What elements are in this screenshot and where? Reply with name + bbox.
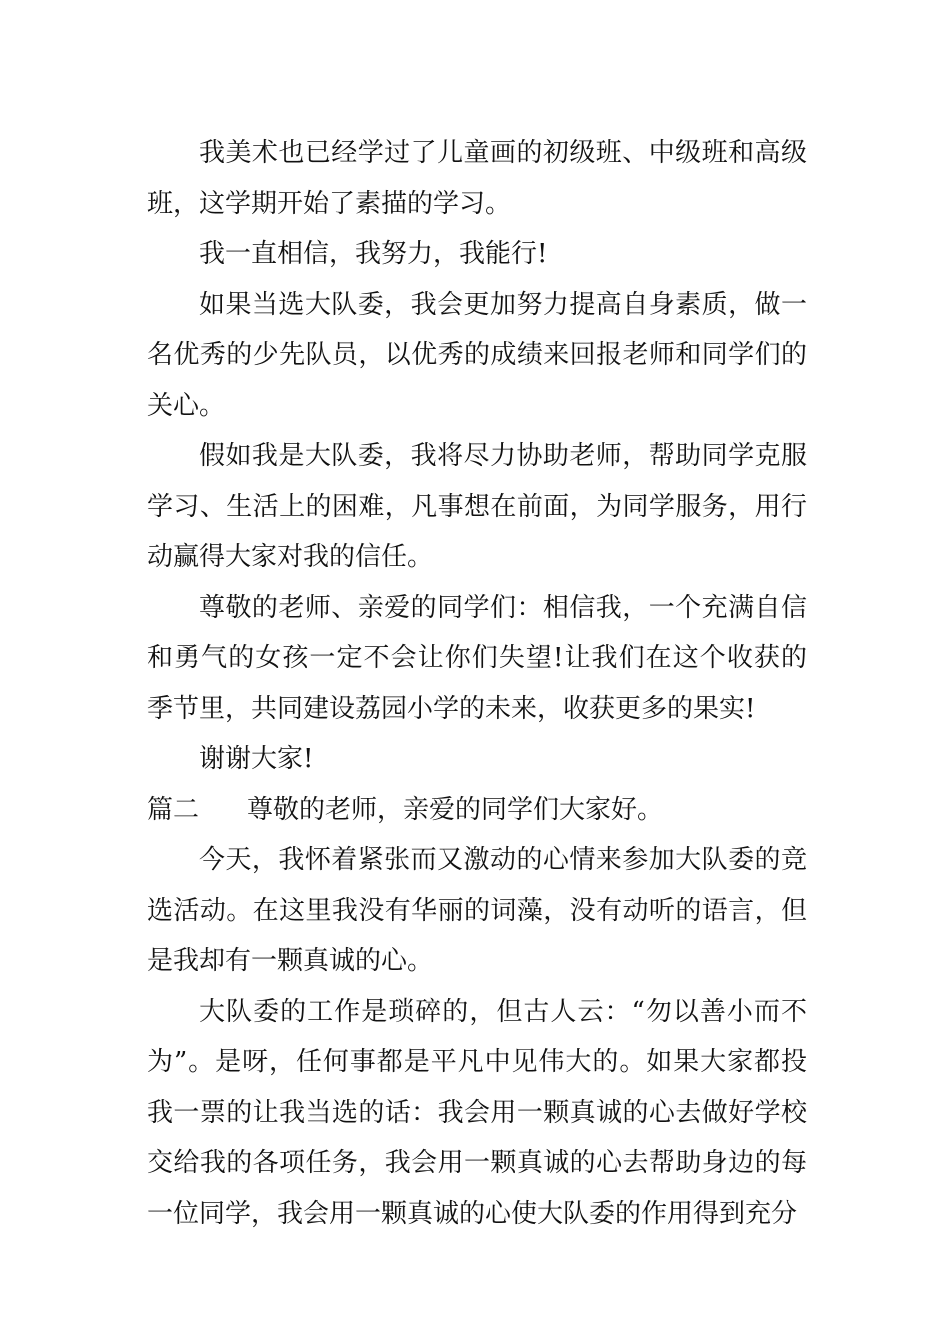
document-body — [147, 128, 807, 1239]
section-heading — [147, 785, 807, 836]
paragraph-if-i-were: 假如我是大队委，我将尽力协助老师，帮助同学克服学习、生活上的困难，凡事想在前面，为同学服务，用行动赢得大家对我的信任。 — [147, 441, 807, 572]
section-title: 尊敬的老师，亲爱的同学们大家好。 — [247, 794, 664, 825]
paragraph-if-elected: 如果当选大队委，我会更加努力提高自身素质，做一名优秀的少先队员，以优秀的成绩来回报老师和同学们的关心。 — [147, 289, 807, 421]
paragraph-art-study: 我美术也已经学过了儿童画的初级班、中级班和高级班，这学期开始了素描的学习。 — [147, 138, 807, 219]
paragraph-duties: 大队委的工作是琐碎的，但古人云：“勿以善小而不为”。是呀，任何事都是平凡中见伟大的。如果大家都投我一票的让我当选的话：我会用一颗真诚的心去做好学校交给我的各项任务，我会用一颗真诚的心去帮助身边的每一位同学，我会用一颗真诚的心使大队委的作用得到充分 — [147, 996, 807, 1229]
paragraph-today: 今天，我怀着紧张而又激动的心情来参加大队委的竞选活动。在这里我没有华丽的词藻，没有动听的语言，但是我却有一颗真诚的心。 — [147, 845, 807, 976]
paragraph-appeal: 尊敬的老师、亲爱的同学们：相信我，一个充满自信和勇气的女孩一定不会让你们失望!让我们在这个收获的季节里，共同建设荔园小学的未来，收获更多的果实! — [147, 592, 807, 724]
section-label: 篇二 — [147, 794, 200, 825]
paragraph-belief: 我一直相信，我努力，我能行! — [199, 239, 548, 269]
paragraph-thanks: 谢谢大家! — [199, 744, 314, 774]
